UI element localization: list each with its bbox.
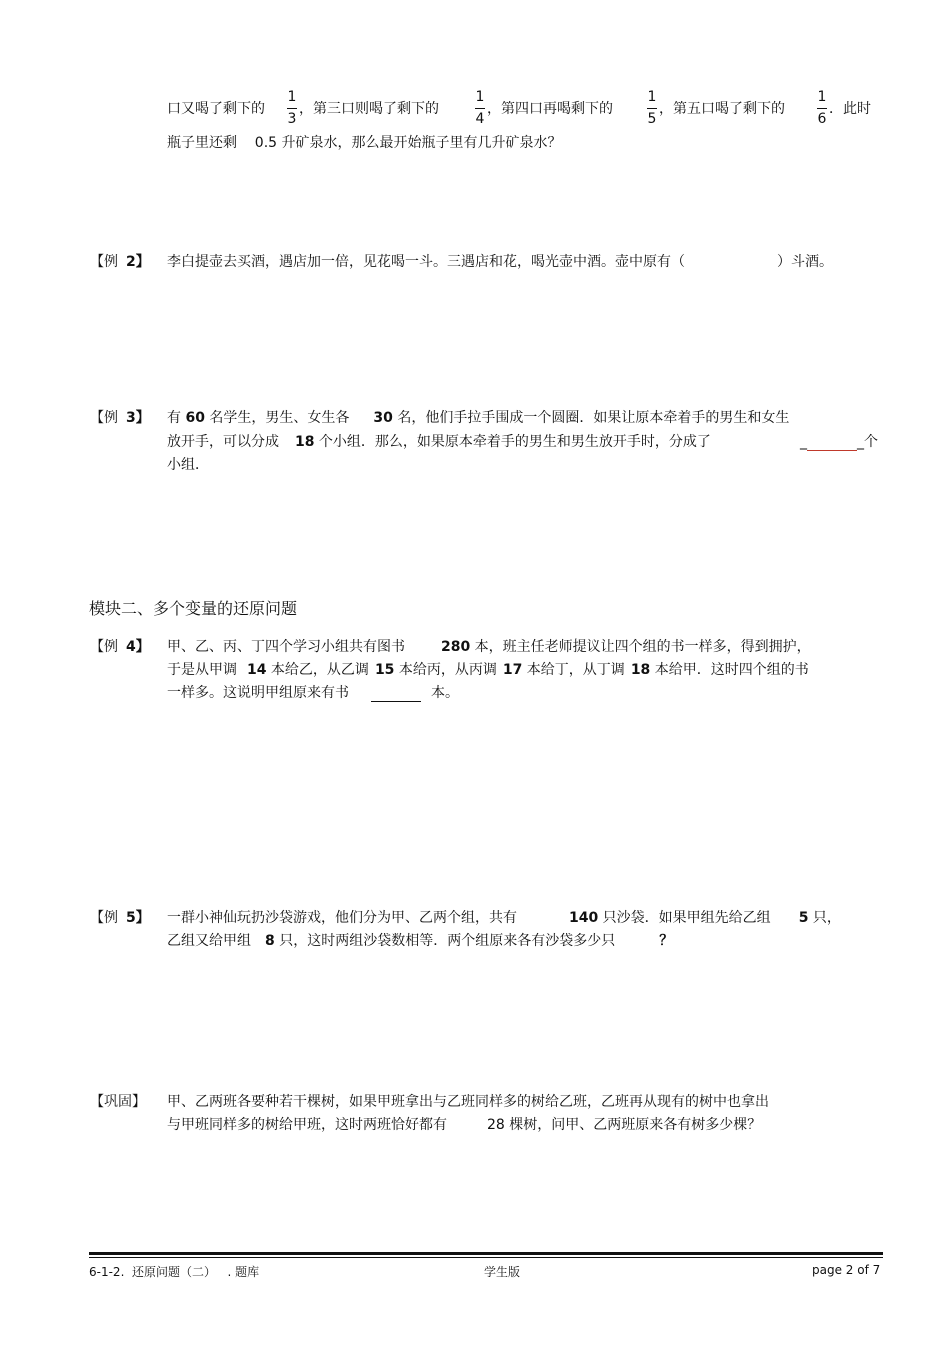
example-3-label bbox=[90, 407, 150, 427]
example-4-label bbox=[90, 636, 150, 656]
example-number: 4】 bbox=[126, 639, 150, 655]
text: 放开手，可以分成 bbox=[167, 434, 279, 450]
text: 本给甲．这时四个组的书 bbox=[650, 662, 809, 678]
text: _个 bbox=[857, 434, 878, 450]
text: 一群小神仙玩扔沙袋游戏，他们分为甲、乙两个组，共有 bbox=[167, 910, 517, 926]
text: 本。 bbox=[431, 685, 459, 701]
number-28: 28 bbox=[487, 1117, 505, 1133]
question-mark: ？ bbox=[659, 933, 674, 949]
text: 本，班主任老师提议让四个组的书一样多，得到拥护， bbox=[470, 639, 811, 655]
module-title: 模块二、多个变量的还原问题 bbox=[89, 599, 298, 618]
example-4-line1 bbox=[167, 636, 811, 656]
footer-rule-thick bbox=[89, 1252, 883, 1255]
text: 名，他们手拉手围成一个圆圈．如果让原本牵着手的男生和女生 bbox=[392, 410, 790, 426]
number-60: 60 bbox=[185, 410, 205, 426]
text: 乙组又给甲组 bbox=[167, 933, 251, 949]
footer-rule-thin bbox=[89, 1257, 883, 1258]
example-number: 5】 bbox=[126, 910, 150, 926]
footer-left: 6-1-2. 还原问题（二） . 题库 bbox=[89, 1265, 260, 1279]
fraction-one-sixth bbox=[815, 90, 829, 128]
example-4-line2 bbox=[167, 659, 809, 679]
number-18: 18 bbox=[295, 434, 315, 450]
fraction-numerator: 1 bbox=[647, 89, 657, 105]
fraction-denominator: 4 bbox=[475, 111, 485, 127]
footer-center: 学生版 bbox=[484, 1265, 521, 1279]
number-15: 15 bbox=[374, 662, 395, 678]
fraction-one-fourth bbox=[473, 90, 487, 128]
text: 一样多。这说明甲组原来有书 bbox=[167, 685, 349, 701]
consolidate-label: 【巩固】 bbox=[90, 1094, 146, 1110]
text: 本给乙，从乙调 bbox=[266, 662, 369, 678]
text: 与甲班同样多的树给甲班，这时两班恰好都有 bbox=[167, 1117, 447, 1133]
fraction-denominator: 6 bbox=[817, 111, 827, 127]
text: 个小组．那么，如果原本牵着手的男生和男生放开手时，分成了 bbox=[314, 434, 711, 450]
consolidate-line1: 甲、乙两班各要种若干棵树，如果甲班拿出与乙班同样多的树给乙班，乙班再从现有的树中也拿出 bbox=[167, 1094, 769, 1110]
blank-line bbox=[807, 434, 857, 451]
example-label-prefix: 【例 bbox=[90, 410, 118, 426]
example-4-line3 bbox=[167, 682, 459, 702]
text: 甲、乙、丙、丁四个学习小组共有图书 bbox=[167, 639, 405, 655]
example-label-prefix: 【例 bbox=[90, 639, 118, 655]
p1-line1-d: ，第五口喝了剩下的 bbox=[659, 101, 785, 117]
number-17: 17 bbox=[502, 662, 523, 678]
fraction-bar bbox=[475, 108, 485, 109]
fraction-denominator: 3 bbox=[287, 111, 297, 127]
number-5: 5 bbox=[798, 910, 809, 926]
number-14: 14 bbox=[247, 662, 267, 678]
answer-blank[interactable] bbox=[371, 685, 421, 702]
example-number: 2】 bbox=[126, 254, 150, 270]
blank-start: _ bbox=[800, 434, 807, 450]
p1-line2: 瓶子里还剩 0.5 升矿泉水，那么最开始瓶子里有几升矿泉水？ bbox=[167, 135, 562, 151]
example-5-label bbox=[90, 907, 150, 927]
fraction-numerator: 1 bbox=[287, 89, 297, 105]
number-18: 18 bbox=[630, 662, 651, 678]
text: 有 bbox=[167, 410, 186, 426]
text: 名学生，男生、女生各 bbox=[204, 410, 350, 426]
example-3-line3: 小组． bbox=[167, 457, 209, 473]
fraction-one-third bbox=[285, 90, 299, 128]
example-2-text-b: ）斗酒。 bbox=[777, 254, 833, 270]
p1-line1-a: 口又喝了剩下的 bbox=[167, 101, 265, 117]
example-2-text-a: 李白提壶去买酒，遇店加一倍，见花喝一斗。三遇店和花，喝光壶中酒。壶中原有（ bbox=[167, 254, 685, 270]
example-number: 3】 bbox=[126, 410, 150, 426]
p1-line1-e: ．此时 bbox=[829, 101, 871, 117]
fraction-one-fifth bbox=[645, 90, 659, 128]
fraction-numerator: 1 bbox=[817, 89, 827, 105]
example-2-label bbox=[90, 251, 150, 271]
example-5-line2 bbox=[167, 930, 673, 950]
example-label-prefix: 【例 bbox=[90, 910, 118, 926]
fraction-denominator: 5 bbox=[647, 111, 657, 127]
text: 于是从甲调 bbox=[167, 662, 237, 678]
example-label-prefix: 【例 bbox=[90, 254, 118, 270]
fraction-bar bbox=[817, 108, 827, 109]
example-3-line2 bbox=[167, 431, 711, 451]
text: 本给丙，从丙调 bbox=[394, 662, 497, 678]
text: 只，这时两组沙袋数相等．两个组原来各有沙袋多少只 bbox=[274, 933, 616, 949]
number-30: 30 bbox=[373, 410, 393, 426]
number-8: 8 bbox=[265, 933, 275, 949]
fraction-numerator: 1 bbox=[475, 89, 485, 105]
example-2-question bbox=[167, 251, 833, 271]
text: 棵树，问甲、乙两班原来各有树多少棵？ bbox=[504, 1117, 762, 1133]
fraction-bar bbox=[287, 108, 297, 109]
text: 只， bbox=[808, 910, 841, 926]
footer-page-number: page 2 of 7 bbox=[812, 1263, 881, 1277]
example-3-line1 bbox=[167, 407, 789, 427]
consolidate-line2 bbox=[167, 1114, 761, 1134]
example-3-answer-blank[interactable] bbox=[800, 431, 878, 451]
p1-line1-c: ，第四口再喝剩下的 bbox=[487, 101, 613, 117]
fraction-bar bbox=[647, 108, 657, 109]
example-5-line1 bbox=[167, 907, 841, 927]
text: 只沙袋．如果甲组先给乙组 bbox=[598, 910, 771, 926]
text: 本给丁，从丁调 bbox=[522, 662, 625, 678]
p1-line1-b: ，第三口则喝了剩下的 bbox=[299, 101, 439, 117]
number-280: 280 bbox=[441, 639, 471, 655]
number-140: 140 bbox=[569, 910, 599, 926]
